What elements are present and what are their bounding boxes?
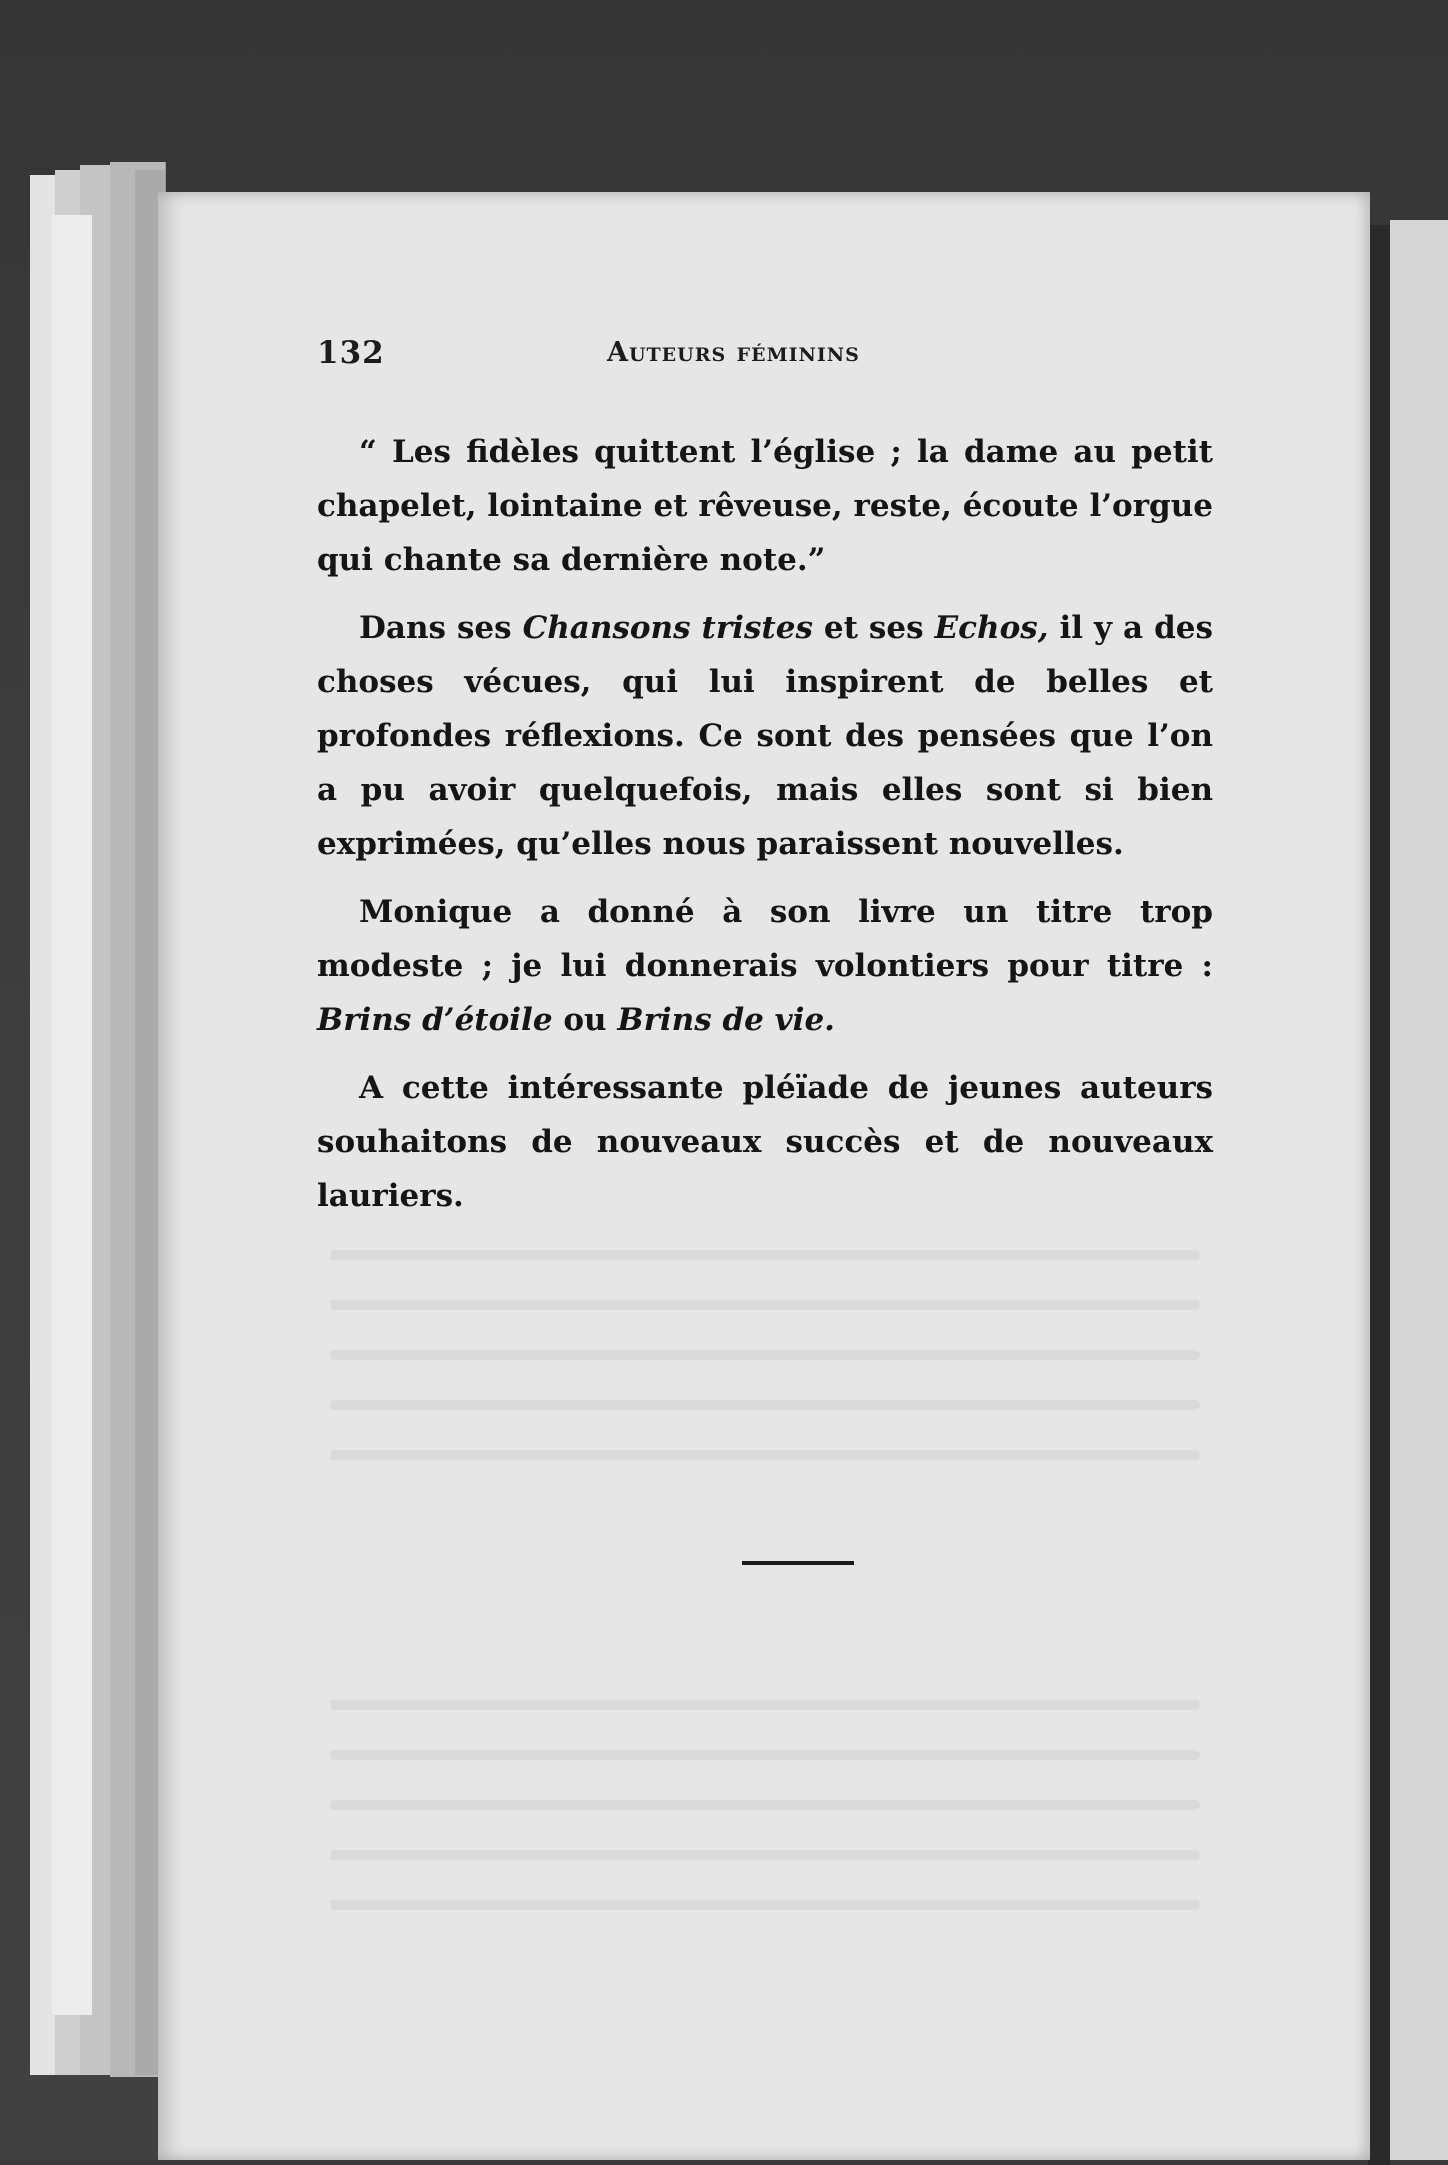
next-page-edge	[1390, 220, 1448, 2160]
paragraph	[317, 885, 1213, 1047]
running-title: Auteurs féminins	[607, 337, 860, 368]
text-segment: Dans ses	[359, 610, 523, 646]
show-through	[330, 1800, 1200, 1810]
italic-title: Chansons tristes	[522, 610, 813, 646]
show-through	[330, 1300, 1200, 1310]
text-segment: ou	[552, 1002, 618, 1038]
show-through	[330, 1250, 1200, 1260]
paragraph	[317, 425, 1213, 587]
show-through	[330, 1900, 1200, 1910]
show-through	[330, 1750, 1200, 1760]
italic-title: Brins de vie.	[617, 1002, 835, 1038]
text-segment: Monique a donné à son livre un titre trop modeste ; je lui donnerais volontiers pour titre :	[317, 894, 1213, 984]
page-number: 132	[317, 335, 385, 371]
italic-title: Echos,	[934, 610, 1049, 646]
show-through	[330, 1700, 1200, 1710]
show-through	[330, 1350, 1200, 1360]
text-segment: A cette intéressante pléïade de jeunes auteurs souhaitons de nouveaux succès et de nouveaux lauriers.	[317, 1070, 1213, 1214]
page-header	[317, 335, 1217, 385]
show-through	[330, 1450, 1200, 1460]
text-segment: “ Les fidèles quittent l’église ; la dame au petit chapelet, lointaine et rêveuse, reste, écoute l’orgue qui chante sa dernière note.”	[317, 434, 1213, 578]
body-text	[317, 425, 1213, 1223]
text-segment: et ses	[812, 610, 935, 646]
italic-title: Brins d’étoile	[317, 1002, 553, 1038]
paragraph	[317, 1061, 1213, 1223]
page-edge-highlight	[52, 215, 92, 2015]
book-gutter	[1368, 225, 1390, 2165]
paragraph	[317, 601, 1213, 871]
section-rule	[742, 1561, 854, 1565]
show-through	[330, 1400, 1200, 1410]
text-segment: il y a des choses vécues, qui lui inspirent de belles et profondes réflexions. Ce sont des pensées que l’on a pu avoir quelquefois, mais elles sont si bien exprimées, qu’elles nous paraissent nouvelles.	[317, 610, 1213, 862]
show-through	[330, 1850, 1200, 1860]
